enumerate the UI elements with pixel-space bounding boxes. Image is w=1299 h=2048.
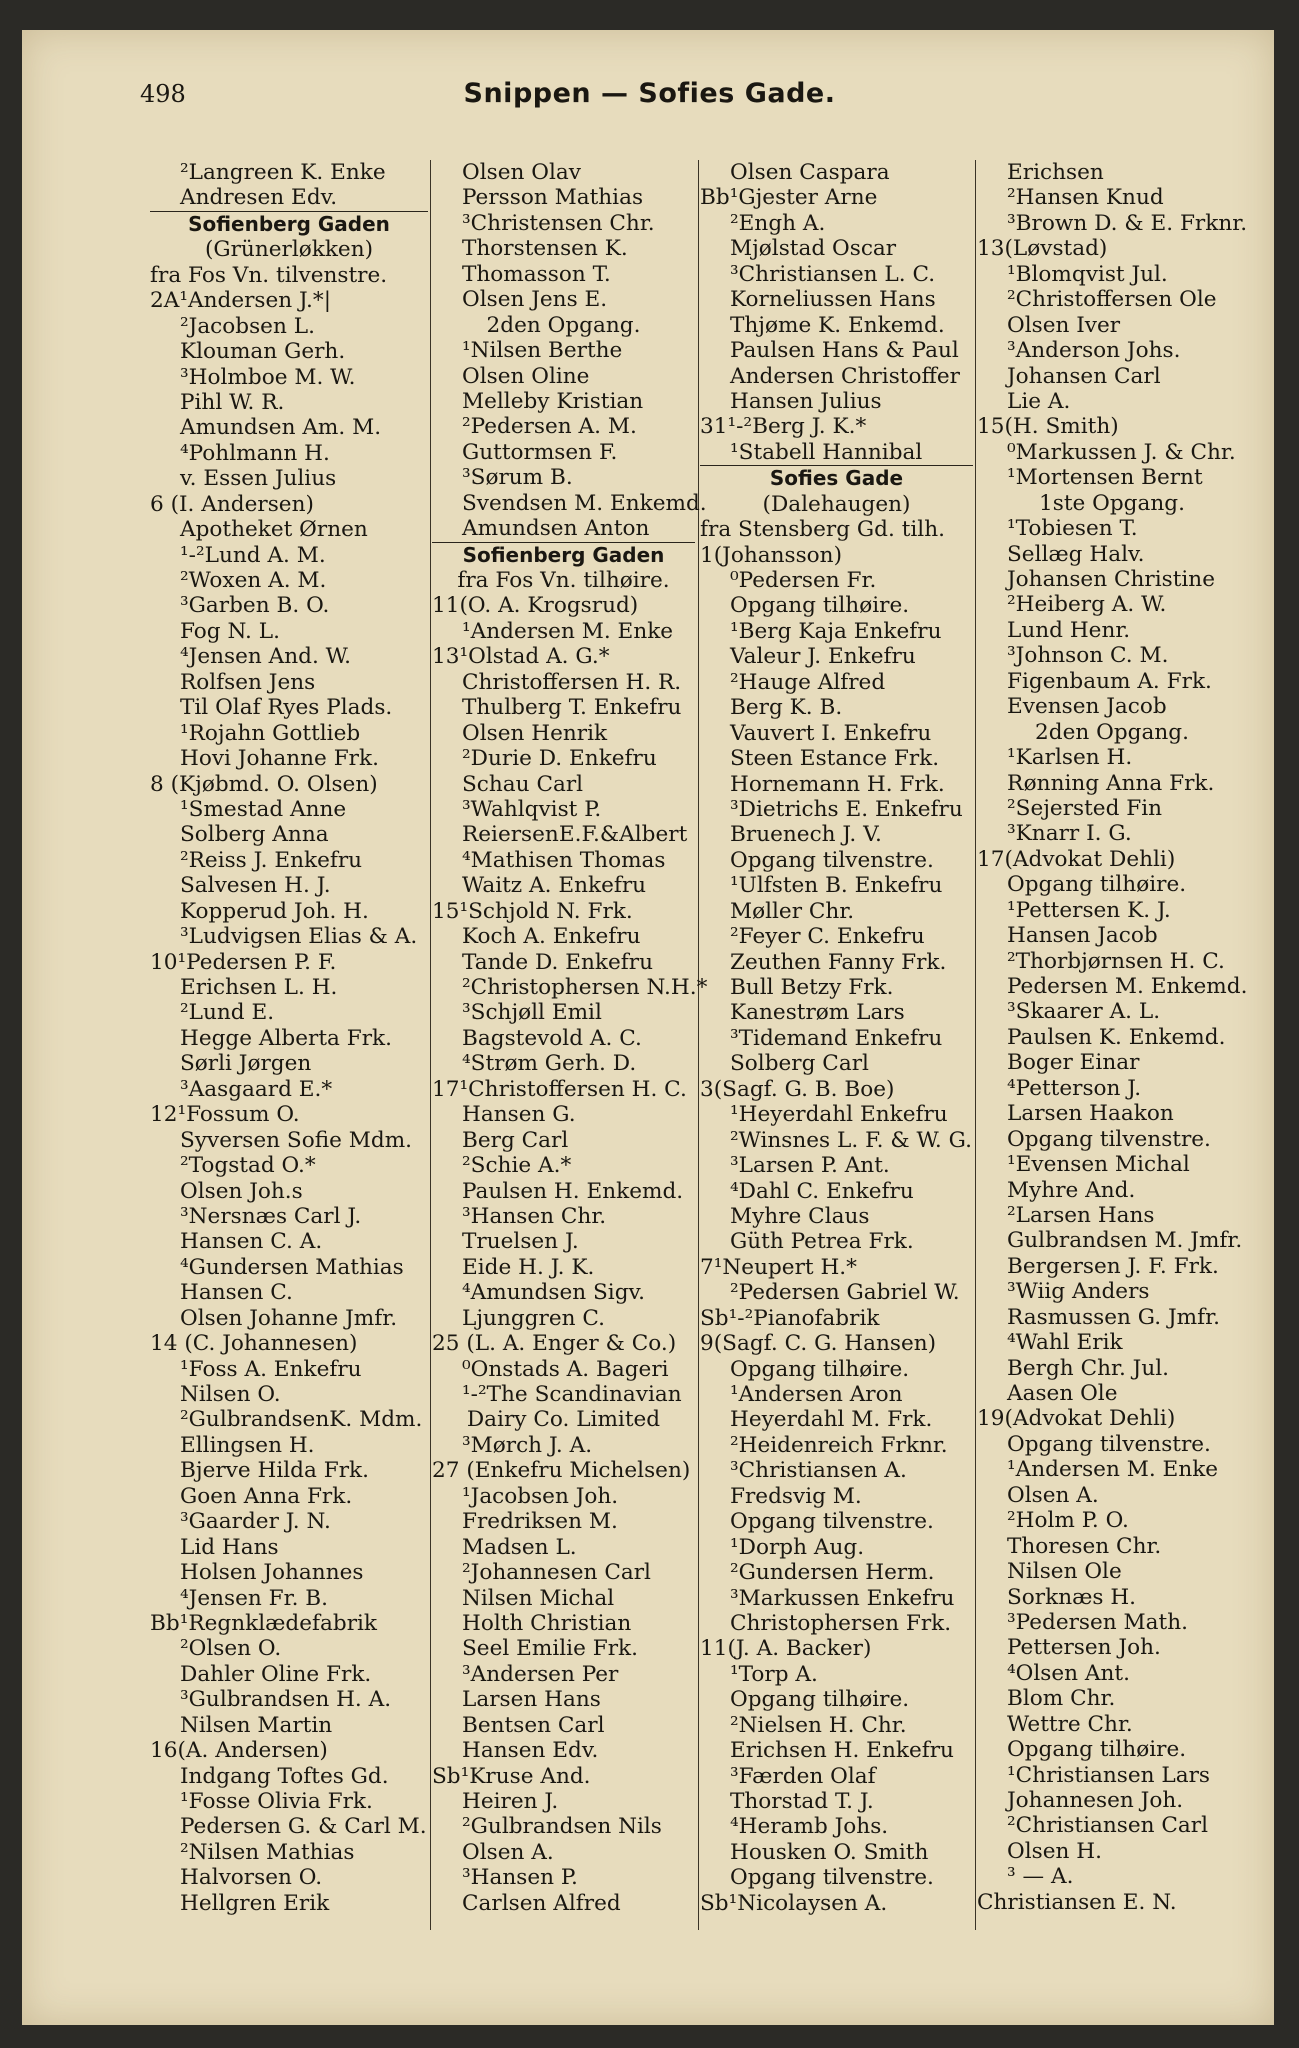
directory-entry: Olsen Caspara	[730, 160, 890, 185]
directory-entry: Dahler Oline Frk.	[180, 1661, 372, 1687]
directory-entry: Christiansen E. N.	[977, 1889, 1177, 1915]
directory-entry: ¹Rojahn Gottlieb	[180, 720, 361, 746]
directory-entry: Hansen Jacob	[1007, 923, 1158, 949]
directory-entry: Olsen Oline	[462, 363, 590, 389]
directory-entry: Paulsen H. Enkemd.	[462, 1178, 684, 1204]
directory-entry: Paulsen K. Enkemd.	[1007, 1024, 1226, 1050]
directory-entry: ²Feyer C. Enkefru	[730, 924, 925, 950]
column-divider	[430, 160, 431, 1930]
directory-entry: Heiren J.	[462, 1789, 559, 1814]
directory-entry: Larsen Haakon	[1007, 1101, 1174, 1127]
directory-entry: Opgang tilhøire.	[1007, 872, 1187, 898]
directory-entry: ²Winsnes L. F. & W. G.	[730, 1127, 972, 1153]
directory-entry: Opgang tilhøire.	[730, 1356, 910, 1382]
directory-entry: ⁴Heramb Johs.	[730, 1814, 889, 1840]
directory-entry: Berg Carl	[462, 1127, 569, 1153]
directory-entry: Lid Hans	[180, 1534, 279, 1560]
directory-entry: Carlsen Alfred	[462, 1890, 621, 1916]
directory-entry: ²Larsen Hans	[1007, 1202, 1155, 1228]
directory-entry: Paulsen Hans & Paul	[730, 338, 959, 364]
directory-entry: ⁴Olsen Ant.	[1007, 1660, 1130, 1686]
street-heading: Sofienberg Gaden	[150, 211, 428, 237]
directory-entry: Kopperud Joh. H.	[180, 898, 369, 924]
directory-entry: Hovi Johanne Frk.	[180, 746, 379, 772]
directory-entry: Zeuthen Fanny Frk.	[730, 949, 947, 975]
directory-entry: Olsen Johanne Jmfr.	[180, 1305, 398, 1331]
directory-entry: ³Holmboe M. W.	[180, 364, 356, 390]
directory-entry: ⁰Markussen J. & Chr.	[1007, 439, 1236, 465]
column-divider	[698, 160, 699, 1930]
directory-entry: ³Ludvigsen Elias & A.	[180, 924, 418, 950]
directory-entry: Myhre And.	[1007, 1177, 1136, 1203]
directory-entry: Goen Anna Frk.	[180, 1483, 353, 1509]
directory-entry: ¹Dorph Aug.	[730, 1534, 865, 1560]
directory-entry: Hansen C. A.	[180, 1229, 323, 1255]
directory-entry: Bergersen J. F. Frk.	[1007, 1253, 1219, 1279]
directory-entry: 17¹Christoffersen H. C.	[432, 1076, 687, 1102]
directory-entry: ³Christiansen L. C.	[730, 261, 936, 287]
directory-entry: Indgang Toftes Gd.	[180, 1763, 389, 1789]
directory-entry: ¹Blomqvist Jul.	[1007, 261, 1168, 287]
directory-entry: ¹Karlsen H.	[1007, 745, 1133, 771]
directory-entry: 13(Løvstad)	[977, 236, 1108, 262]
directory-entry: Sb¹Nicolaysen A.	[700, 1890, 888, 1916]
directory-entry: ³Larsen P. Ant.	[730, 1153, 890, 1179]
directory-entry: Opgang tilvenstre.	[730, 1865, 934, 1891]
directory-entry: Nilsen Martin	[180, 1712, 333, 1738]
directory-entry: Sørli Jørgen	[180, 1051, 312, 1077]
directory-entry: Mjølstad Oscar	[730, 236, 897, 262]
directory-entry: Amundsen Anton	[462, 516, 650, 542]
directory-entry: 8 (Kjøbmd. O. Olsen)	[150, 771, 378, 797]
directory-entry: ²Christiansen Carl	[1007, 1813, 1209, 1839]
directory-entry: Larsen Hans	[462, 1687, 601, 1713]
directory-entry: Bull Betzy Frk.	[730, 975, 894, 1000]
directory-entry: Opgang tilvenstre.	[1007, 1126, 1211, 1152]
directory-entry: ³Anderson Johs.	[1007, 338, 1181, 364]
directory-entry: Thoresen Chr.	[1007, 1533, 1162, 1559]
directory-entry: ⁴Dahl C. Enkefru	[730, 1178, 914, 1204]
column-divider	[975, 160, 976, 1930]
directory-entry: ⁰Pedersen Fr.	[730, 568, 877, 593]
directory-entry: Olsen Henrik	[462, 720, 608, 746]
directory-entry: ¹Ulfsten B. Enkefru	[730, 873, 943, 899]
directory-entry: ¹Nilsen Berthe	[462, 338, 623, 364]
directory-entry: Lund Henr.	[1007, 617, 1131, 643]
directory-entry: ²Heiberg A. W.	[1007, 592, 1167, 618]
directory-entry: ²Pedersen Gabriel W.	[730, 1280, 960, 1306]
directory-entry: ¹Fosse Olivia Frk.	[180, 1789, 373, 1814]
directory-entry: Olsen Jens E.	[462, 287, 608, 313]
directory-entry: ²Nilsen Mathias	[180, 1839, 355, 1865]
directory-entry: Olsen Joh.s	[180, 1178, 303, 1204]
directory-entry: Güth Petrea Frk.	[730, 1229, 914, 1255]
directory-entry: Figenbaum A. Frk.	[1007, 668, 1212, 694]
directory-entry: 16(A. Andersen)	[150, 1738, 328, 1764]
directory-entry: Hansen G.	[462, 1102, 576, 1128]
directory-entry: ³Wiig Anders	[1007, 1279, 1150, 1305]
directory-entry: ²Jacobsen L.	[180, 313, 315, 339]
directory-entry: Opgang tilhøire.	[730, 593, 910, 619]
directory-entry: ³Knarr I. G.	[1007, 821, 1132, 847]
directory-entry: ³ — A.	[1007, 1864, 1074, 1890]
directory-entry: Opgang tilvenstre.	[730, 1509, 934, 1535]
directory-entry: Erichsen	[1007, 160, 1104, 185]
directory-entry: ²Holm P. O.	[1007, 1508, 1129, 1534]
directory-entry: Koch A. Enkefru	[462, 924, 641, 950]
directory-entry: Olsen A.	[462, 1839, 554, 1865]
directory-entry: 19(Advokat Dehli)	[977, 1406, 1176, 1432]
directory-entry: Lie A.	[1007, 388, 1071, 414]
directory-entry: ³Gulbrandsen H. A.	[180, 1687, 392, 1713]
directory-entry: Johansen Christine	[1007, 567, 1215, 592]
directory-entry: ³Skaarer A. L.	[1007, 999, 1161, 1025]
directory-entry: Truelsen J.	[462, 1229, 579, 1255]
directory-entry: Fredriksen M.	[462, 1509, 618, 1535]
directory-entry: ²GulbrandsenK. Mdm.	[180, 1407, 423, 1433]
directory-entry: Tande D. Enkefru	[462, 949, 654, 975]
directory-entry: ³Gaarder J. N.	[180, 1509, 331, 1535]
directory-entry: ¹Tobiesen T.	[1007, 516, 1138, 542]
directory-entry: Pettersen Joh.	[1007, 1635, 1161, 1661]
directory-entry: ⁴Strøm Gerh. D.	[462, 1051, 637, 1077]
directory-entry: Til Olaf Ryes Plads.	[180, 695, 393, 721]
directory-entry: ⁴Pohlmann H.	[180, 440, 330, 466]
directory-entry: Hegge Alberta Frk.	[180, 1025, 392, 1051]
directory-entry: ³Nersnæs Carl J.	[180, 1203, 362, 1229]
directory-entry: Møller Chr.	[730, 898, 855, 924]
directory-entry: Andersen Christoffer	[730, 363, 960, 389]
directory-entry: Opgang tilhøire.	[1007, 1737, 1187, 1763]
directory-entry: Klouman Gerh.	[180, 339, 346, 365]
directory-column-3	[700, 160, 973, 1916]
directory-entry: ¹-²Lund A. M.	[180, 542, 326, 568]
directory-entry: 13¹Olstad A. G.*	[432, 644, 610, 670]
directory-entry: ²Gulbrandsen Nils	[462, 1814, 662, 1840]
directory-entry: Olsen A.	[1007, 1482, 1099, 1508]
directory-entry: Nilsen Michal	[462, 1585, 615, 1611]
directory-entry: Thorstad T. J.	[730, 1789, 874, 1814]
directory-entry: Fog N. L.	[180, 618, 280, 644]
directory-entry: ³Hansen Chr.	[462, 1203, 607, 1229]
directory-entry: ³Christensen Chr.	[462, 210, 655, 236]
directory-entry: ¹Jacobsen Joh.	[462, 1483, 619, 1509]
directory-entry: 14 (C. Johannesen)	[150, 1331, 358, 1357]
directory-entry: (Dalehaugen)	[762, 491, 911, 517]
directory-entry: Heyerdahl M. Frk.	[730, 1407, 933, 1433]
directory-entry: ²Pedersen A. M.	[462, 414, 637, 440]
directory-entry: Persson Mathias	[462, 185, 644, 211]
directory-entry: Seel Emilie Frk.	[462, 1636, 638, 1662]
directory-entry: Bruenech J. V.	[730, 822, 882, 848]
directory-entry: ³Sørum B.	[462, 465, 573, 491]
directory-entry: ²Togstad O.*	[180, 1153, 316, 1179]
directory-entry: Hansen Edv.	[462, 1738, 599, 1764]
directory-entry: ¹Mortensen Bernt	[1007, 465, 1203, 491]
directory-entry: Sb¹-²Pianofabrik	[700, 1305, 880, 1331]
directory-entry: ³Hansen P.	[462, 1865, 578, 1891]
directory-entry: ³Mørch J. A.	[462, 1432, 593, 1458]
directory-entry: Valeur J. Enkefru	[730, 644, 916, 670]
directory-entry: 6 (I. Andersen)	[150, 491, 314, 517]
directory-entry: ²Olsen O.	[180, 1636, 282, 1662]
directory-entry: Christophersen Frk.	[730, 1610, 952, 1636]
directory-entry: ²Woxen A. M.	[180, 568, 327, 593]
directory-entry: 15¹Schjold N. Frk.	[432, 898, 633, 924]
directory-entry: 11(J. A. Backer)	[700, 1636, 872, 1662]
directory-entry: ³Pedersen Math.	[1007, 1609, 1188, 1635]
directory-entry: Holth Christian	[462, 1610, 632, 1636]
directory-column-4	[977, 160, 1247, 1915]
directory-entry: ³Færden Olaf	[730, 1763, 876, 1789]
directory-entry: ²Heidenreich Frknr.	[730, 1432, 948, 1458]
directory-entry: Olsen Iver	[1007, 312, 1121, 338]
directory-entry: Solberg Carl	[730, 1051, 869, 1077]
directory-entry: Olsen H.	[1007, 1838, 1102, 1864]
directory-entry: Thjøme K. Enkemd.	[730, 312, 945, 338]
directory-entry: Steen Estance Frk.	[730, 746, 940, 772]
directory-entry: 1(Johansson)	[700, 542, 843, 568]
directory-entry: ²Lund E.	[180, 1000, 275, 1026]
directory-entry: Bjerve Hilda Frk.	[180, 1458, 369, 1484]
directory-entry: ³Brown D. & E. Frknr.	[1007, 210, 1248, 236]
directory-entry: Bergh Chr. Jul.	[1007, 1355, 1170, 1381]
directory-entry: Opgang tilvenstre.	[1007, 1431, 1211, 1457]
directory-entry: fra Fos Vn. tilvenstre.	[150, 262, 388, 288]
directory-entry: 15(H. Smith)	[977, 414, 1119, 440]
directory-entry: Eide H. J. K.	[462, 1254, 595, 1280]
directory-entry: ⁰Onstads A. Bageri	[462, 1356, 669, 1382]
directory-entry: Andresen Edv.	[180, 185, 338, 211]
directory-entry: 9(Sagf. C. G. Hansen)	[700, 1331, 937, 1357]
directory-entry: ⁴Jensen Fr. B.	[180, 1585, 329, 1611]
directory-entry: Vauvert I. Enkefru	[730, 720, 932, 746]
directory-entry: Johansen Carl	[1007, 363, 1161, 389]
directory-entry: Boger Einar	[1007, 1050, 1140, 1076]
directory-entry: ³Schjøll Emil	[462, 1000, 602, 1026]
directory-entry: Thomasson T.	[462, 261, 611, 287]
directory-entry: Bb¹Gjester Arne	[700, 185, 878, 211]
directory-entry: 17(Advokat Dehli)	[977, 846, 1176, 872]
directory-entry: ¹Torp A.	[730, 1661, 818, 1687]
directory-entry: Sellæg Halv.	[1007, 541, 1145, 567]
directory-entry: Blom Chr.	[1007, 1686, 1116, 1712]
directory-entry: 2den Opgang.	[1035, 719, 1189, 745]
directory-entry: Dairy Co. Limited	[466, 1407, 661, 1433]
directory-entry: Guttormsen F.	[462, 439, 618, 465]
directory-entry: Johannesen Joh.	[1007, 1788, 1184, 1813]
directory-entry: ¹Andersen M. Enke	[462, 618, 674, 644]
directory-entry: Sorknæs H.	[1007, 1584, 1137, 1610]
directory-entry: ¹Berg Kaja Enkefru	[730, 618, 942, 644]
directory-entry: ²Christoffersen Ole	[1007, 287, 1217, 313]
directory-entry: (Grünerløkken)	[204, 237, 374, 263]
directory-entry: Amundsen Am. M.	[180, 415, 382, 441]
street-heading: Sofies Gade	[700, 465, 973, 491]
directory-entry: ¹Andersen M. Enke	[1007, 1457, 1219, 1483]
directory-entry: Rasmussen G. Jmfr.	[1007, 1304, 1220, 1330]
directory-entry: 11(O. A. Krogsrud)	[432, 593, 639, 619]
directory-entry: Kanestrøm Lars	[730, 1000, 905, 1026]
directory-entry: 1ste Opgang.	[1039, 490, 1185, 516]
directory-entry: ¹Heyerdahl Enkefru	[730, 1102, 948, 1128]
directory-entry: ³Garben B. O.	[180, 593, 330, 619]
directory-entry: Myhre Claus	[730, 1203, 870, 1229]
directory-entry: Opgang tilvenstre.	[730, 847, 934, 873]
directory-column-1	[150, 160, 428, 1916]
directory-entry: Olsen Olav	[462, 160, 581, 185]
directory-entry: Hansen C.	[180, 1280, 293, 1306]
directory-entry: ¹Foss A. Enkefru	[180, 1356, 362, 1382]
directory-entry: Korneliussen Hans	[730, 287, 936, 313]
directory-entry: ³Johnson C. M.	[1007, 643, 1169, 669]
directory-entry: ³Wahlqvist P.	[462, 796, 602, 822]
directory-entry: ²Nielsen H. Chr.	[730, 1712, 907, 1738]
directory-entry: Pihl W. R.	[180, 389, 285, 415]
directory-entry: ⁴Wahl Erik	[1007, 1330, 1123, 1356]
directory-entry: Thulberg T. Enkefru	[462, 695, 682, 721]
directory-entry: Apotheket Ørnen	[180, 517, 368, 543]
street-heading: Sofienberg Gaden	[432, 542, 695, 568]
directory-entry: ²Schie A.*	[462, 1153, 572, 1179]
directory-entry: Melleby Kristian	[462, 388, 644, 414]
directory-entry: 2den Opgang.	[486, 312, 641, 338]
directory-column-2	[432, 160, 708, 1916]
directory-entry: Rønning Anna Frk.	[1007, 770, 1215, 796]
directory-entry: Erichsen H. Enkefru	[730, 1738, 954, 1764]
directory-entry: Bentsen Carl	[462, 1712, 605, 1738]
directory-entry: 7¹Neupert H.*	[700, 1254, 857, 1280]
directory-entry: ²Thorbjørnsen H. C.	[1007, 948, 1225, 974]
directory-entry: Madsen L.	[462, 1534, 577, 1560]
directory-entry: ¹-²The Scandinavian	[462, 1382, 682, 1407]
directory-entry: Fredsvig M.	[730, 1483, 862, 1509]
directory-entry: Bagstevold A. C.	[462, 1025, 642, 1051]
directory-entry: Nilsen Ole	[1007, 1559, 1122, 1585]
directory-entry: Gulbrandsen M. Jmfr.	[1007, 1228, 1243, 1254]
directory-entry: Sb¹Kruse And.	[432, 1763, 591, 1789]
directory-entry: 3(Sagf. G. B. Boe)	[700, 1076, 895, 1102]
page-title: Snippen — Sofies Gade.	[463, 78, 836, 109]
directory-entry: Syversen Sofie Mdm.	[180, 1127, 413, 1153]
directory-entry: Thorstensen K.	[462, 236, 628, 262]
directory-entry: Erichsen L. H.	[180, 975, 338, 1000]
directory-entry: ³Aasgaard E.*	[180, 1076, 333, 1102]
directory-entry: 12¹Fossum O.	[150, 1102, 300, 1128]
directory-entry: 27 (Enkefru Michelsen)	[432, 1458, 691, 1484]
directory-entry: Hansen Julius	[730, 388, 882, 414]
directory-entry: ³Tidemand Enkefru	[730, 1025, 943, 1051]
directory-entry: Evensen Jacob	[1007, 694, 1167, 720]
directory-entry: ⁴Mathisen Thomas	[462, 847, 666, 873]
directory-entry: ²Johannesen Carl	[462, 1560, 651, 1586]
directory-entry: fra Fos Vn. tilhøire.	[457, 568, 670, 593]
directory-entry: ³Christiansen A.	[730, 1458, 907, 1484]
directory-entry: ²Hauge Alfred	[730, 669, 886, 695]
directory-entry: ¹Evensen Michal	[1007, 1152, 1190, 1178]
directory-entry: fra Stensberg Gd. tilh.	[700, 517, 945, 543]
directory-entry: Ellingsen H.	[180, 1432, 315, 1458]
directory-entry: ²Gundersen Herm.	[730, 1560, 935, 1586]
directory-entry: Wettre Chr.	[1007, 1711, 1133, 1737]
directory-entry: Nilsen O.	[180, 1382, 281, 1407]
directory-entry: Opgang tilhøire.	[730, 1687, 910, 1713]
directory-entry: Halvorsen O.	[180, 1865, 323, 1891]
directory-entry: Svendsen M. Enkemd.	[462, 490, 707, 516]
directory-entry: Berg K. B.	[730, 695, 843, 721]
directory-entry: Schau Carl	[462, 771, 584, 797]
directory-entry: ²Hansen Knud	[1007, 185, 1164, 211]
directory-entry: Pedersen G. & Carl M.	[180, 1814, 427, 1840]
directory-entry: ³Dietrichs E. Enkefru	[730, 796, 963, 822]
directory-entry: ¹Andersen Aron	[730, 1382, 903, 1407]
directory-entry: ReiersenE.F.&Albert	[462, 822, 688, 848]
directory-entry: v. Essen Julius	[180, 466, 337, 492]
directory-entry: ⁴Jensen And. W.	[180, 644, 351, 670]
directory-entry: Bb¹Regnklædefabrik	[150, 1610, 378, 1636]
directory-entry: Pedersen M. Enkemd.	[1007, 974, 1248, 999]
directory-entry: 10¹Pedersen P. F.	[150, 949, 337, 975]
directory-entry: ²Reiss J. Enkefru	[180, 847, 363, 873]
directory-entry: ¹Pettersen K. J.	[1007, 897, 1171, 923]
directory-entry: Holsen Johannes	[180, 1560, 364, 1586]
directory-entry: ²Sejersted Fin	[1007, 795, 1163, 821]
directory-entry: ¹Stabell Hannibal	[730, 439, 923, 465]
directory-entry: ²Durie D. Enkefru	[462, 746, 657, 772]
directory-entry: ³Andersen Per	[462, 1661, 619, 1687]
directory-entry: Ljunggren C.	[462, 1305, 605, 1331]
directory-entry: Hornemann H. Frk.	[730, 771, 945, 797]
directory-entry: Christoffersen H. R.	[462, 669, 682, 695]
directory-entry: ²Engh A.	[730, 210, 826, 236]
directory-entry: 31¹-²Berg J. K.*	[700, 414, 867, 440]
directory-entry: 2A¹Andersen J.*|	[150, 288, 331, 314]
directory-entry: Salvesen H. J.	[180, 873, 331, 899]
directory-entry: ⁴Petterson J.	[1007, 1075, 1142, 1101]
directory-entry: Aasen Ole	[1007, 1381, 1118, 1406]
directory-entry: ²Langreen K. Enke	[180, 160, 386, 185]
directory-entry: ²Christophersen N.H.*	[462, 975, 708, 1000]
directory-entry: Solberg Anna	[180, 822, 329, 848]
page-number: 498	[140, 80, 186, 108]
directory-entry: 25 (L. A. Enger & Co.)	[432, 1331, 677, 1357]
directory-entry: Hellgren Erik	[180, 1890, 330, 1916]
directory-entry: ¹Smestad Anne	[180, 796, 347, 822]
directory-entry: ³Markussen Enkefru	[730, 1585, 955, 1611]
directory-entry: ¹Christiansen Lars	[1007, 1762, 1211, 1788]
directory-entry: Waitz A. Enkefru	[462, 873, 647, 899]
directory-entry: Housken O. Smith	[730, 1839, 929, 1865]
directory-entry: Rolfsen Jens	[180, 669, 316, 695]
directory-entry: ⁴Gundersen Mathias	[180, 1254, 404, 1280]
directory-entry: ⁴Amundsen Sigv.	[462, 1280, 646, 1306]
